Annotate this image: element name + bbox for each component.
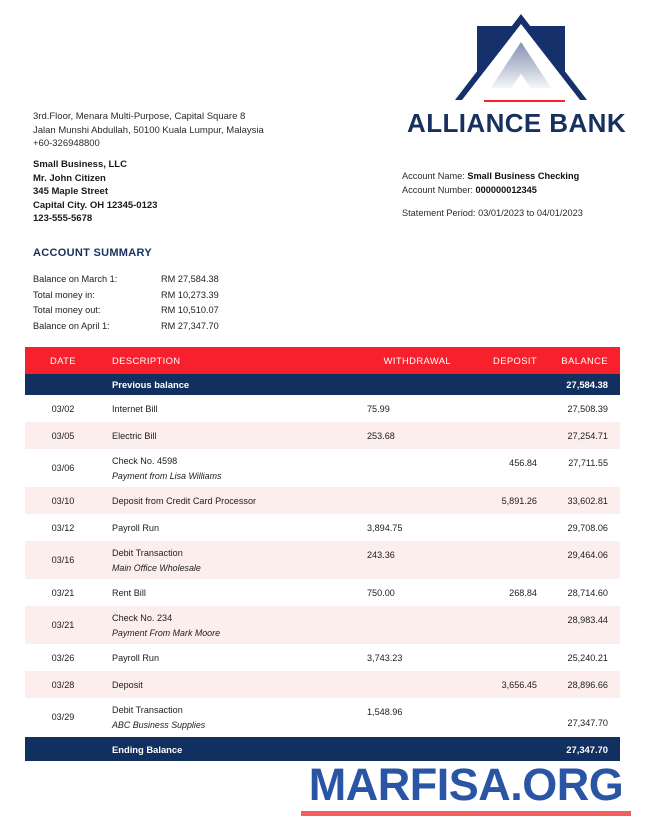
cell-deposit: 3,656.45 [501,679,537,690]
customer-address [33,158,333,226]
account-number-row [402,184,642,198]
table-row[interactable] [25,606,620,644]
cell-balance: 28,714.60 [567,587,608,598]
description-main: Internet Bill [112,403,158,414]
cell-date: 03/06 [51,463,75,473]
cell-description [101,705,351,730]
table-header-row [25,347,620,374]
cell-balance: 33,602.81 [567,495,608,506]
cell-balance: 27,347.70 [567,718,608,728]
column-header-description: DESCRIPTION [112,355,181,366]
customer-company: Small Business, LLC [33,159,127,170]
cell-date: 03/02 [51,403,75,414]
cell-withdrawal: 1,548.96 [367,707,403,717]
cell-withdrawal: 3,743.23 [367,652,403,663]
customer-city: Capital City. OH 12345-0123 [33,199,158,211]
cell-deposit [455,606,537,615]
summary-row [33,272,323,288]
cell-balance: 28,983.44 [567,615,608,625]
marfisa-underline [301,811,631,816]
description-main: Deposit from Credit Card Processor [112,495,257,506]
bank-address-line-2: Jalan Munshi Abdullah, 50100 Kuala Lumpur, Malaysia [33,124,264,136]
bank-address-line-3: +60-326948800 [33,138,100,149]
account-summary-table [33,272,323,334]
cell-description [101,653,351,663]
cell-deposit [455,541,537,550]
description-main: Deposit [112,679,143,690]
cell-date: 03/10 [51,495,75,506]
cell-withdrawal [351,606,455,615]
cell-description [101,496,351,506]
account-name-value: Small Business Checking [467,171,580,181]
transaction-table [25,347,620,761]
previous-balance-amount: 27,584.38 [566,379,608,390]
cell-description [101,680,351,690]
logo-notch-icon [503,74,539,100]
cell-date: 03/26 [51,652,75,663]
customer-phone: 123-555-5678 [33,213,93,224]
table-row[interactable] [25,395,620,422]
cell-description [101,431,351,441]
bank-address-line-1: 3rd.Floor, Menara Multi-Purpose, Capital Square 8 [33,111,246,122]
bank-name: ALLIANCE BANK [407,108,626,138]
cell-date: 03/21 [51,620,75,630]
cell-deposit: 268.84 [509,587,537,598]
bank-address [33,110,363,151]
table-row[interactable] [25,644,620,671]
cell-deposit [455,698,537,707]
cell-description [101,613,351,638]
cell-date: 03/05 [51,430,75,441]
cell-date: 03/16 [51,555,75,565]
summary-row [33,303,323,319]
cell-balance: 29,708.06 [567,522,608,533]
description-main: Rent Bill [112,587,146,598]
description-subtext: Main Office Wholesale [112,562,201,573]
summary-row-amount: RM 27,347.70 [161,320,219,331]
account-number-label: Account Number: [402,184,473,195]
cell-balance: 25,240.21 [567,652,608,663]
marfisa-watermark-text: MARFISA.ORG [308,759,624,810]
ending-balance-label: Ending Balance [112,743,183,755]
table-row[interactable] [25,579,620,606]
account-info [402,170,642,197]
customer-name: Mr. John Citizen [33,172,106,184]
cell-balance: 29,464.06 [567,550,608,560]
cell-deposit: 5,891.26 [501,495,537,506]
table-row[interactable] [25,449,620,487]
column-header-withdrawal: WITHDRAWAL [383,355,451,366]
description-main: Payroll Run [112,652,160,663]
account-number-value: 000000012345 [475,184,537,195]
summary-row-label: Balance on March 1: [33,274,118,284]
cell-balance: 28,896.66 [567,679,608,690]
description-subtext: ABC Business Supplies [112,719,206,730]
cell-description [101,548,351,573]
account-summary-title: ACCOUNT SUMMARY [33,247,152,259]
cell-withdrawal: 3,894.75 [367,522,403,533]
marfisa-watermark [292,760,640,822]
table-row[interactable] [25,422,620,449]
alliance-bank-logo [455,12,615,110]
summary-row-label: Total money out: [33,305,101,315]
transaction-rows [25,395,620,736]
description-subtext: Payment From Mark Moore [112,627,221,638]
statement-period: Statement Period: 03/01/2023 to 04/01/2023 [402,208,583,218]
cell-description [101,404,351,414]
column-header-date: DATE [50,355,76,366]
ending-balance-row [25,737,620,761]
cell-withdrawal: 243.36 [367,550,395,560]
table-row[interactable] [25,487,620,514]
cell-description [101,456,351,481]
summary-row [33,288,323,304]
column-header-balance: BALANCE [561,355,608,366]
cell-balance: 27,254.71 [567,430,608,441]
summary-row-amount: RM 27,584.38 [161,274,219,284]
description-main: Debit Transaction [112,547,183,558]
cell-date: 03/12 [51,522,75,533]
cell-date: 03/28 [51,679,75,690]
cell-withdrawal: 75.99 [367,403,390,414]
column-header-deposit: DEPOSIT [493,355,537,366]
cell-date: 03/29 [51,712,75,722]
table-row[interactable] [25,541,620,579]
previous-balance-label: Previous balance [112,379,190,390]
cell-date: 03/21 [51,587,75,598]
cell-deposit: 456.84 [509,458,537,468]
cell-description [101,523,351,533]
description-main: Debit Transaction [112,704,183,715]
description-subtext: Payment from Lisa Williams [112,470,222,481]
table-row[interactable] [25,671,620,698]
cell-withdrawal [351,449,455,458]
description-main: Electric Bill [112,430,157,441]
summary-row-label: Total money in: [33,289,95,300]
cell-balance: 27,711.55 [568,458,608,468]
cell-withdrawal: 750.00 [367,587,395,598]
ending-balance-amount: 27,347.70 [566,743,608,755]
cell-balance: 27,508.39 [567,403,608,414]
summary-row-label: Balance on April 1: [33,320,110,331]
summary-row-amount: RM 10,273.39 [161,289,219,300]
description-main: Check No. 4598 [112,455,178,466]
description-main: Check No. 234 [112,612,173,623]
previous-balance-row [25,374,620,395]
cell-description [101,588,351,598]
summary-row [33,319,323,335]
account-name-label: Account Name: [402,171,465,181]
cell-withdrawal: 253.68 [367,430,395,441]
description-main: Payroll Run [112,522,160,533]
logo-base-line [473,88,569,92]
table-row[interactable] [25,698,620,736]
table-row[interactable] [25,514,620,541]
customer-street: 345 Maple Street [33,186,108,197]
account-name-row [402,170,642,184]
summary-row-amount: RM 10,510.07 [161,305,219,315]
